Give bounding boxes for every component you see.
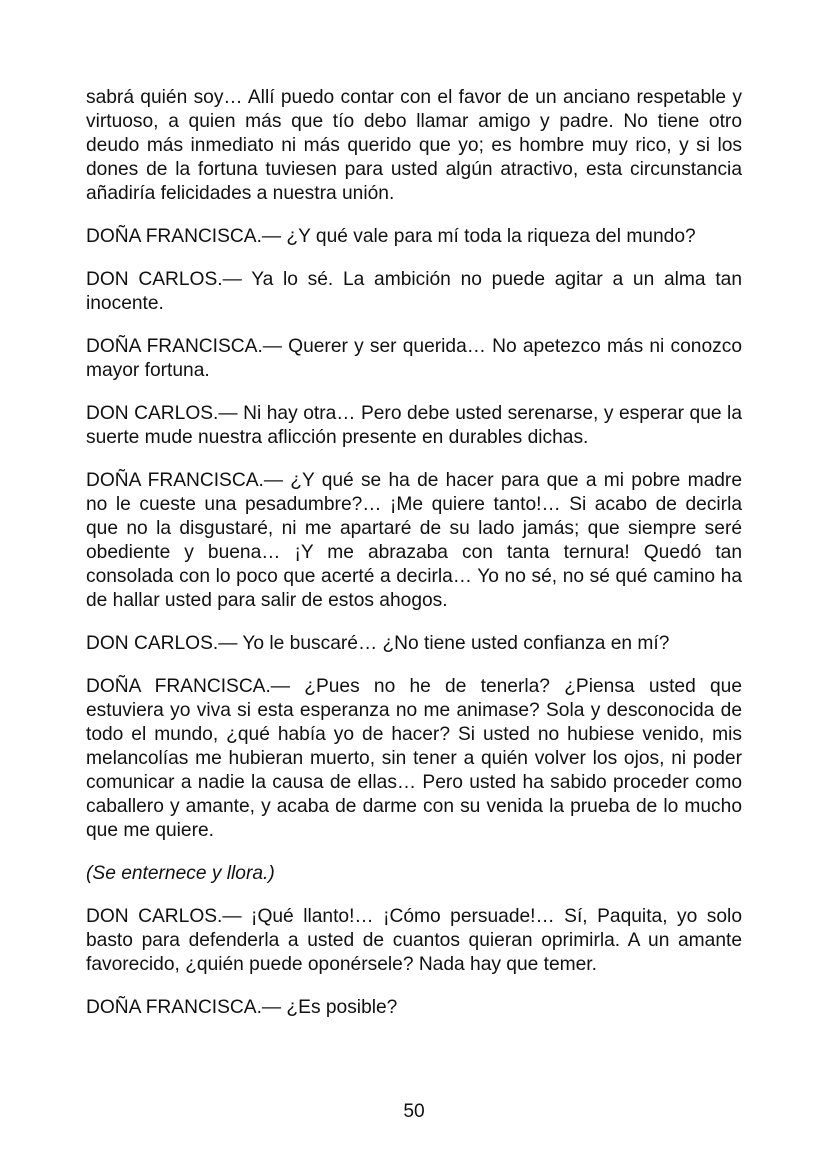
dialogue-paragraph: DOÑA FRANCISCA.— ¿Pues no he de tenerla? ¿Piensa usted que estuviera yo viva si esta esperanza no me animase? Sola y desconocida de todo el mundo, ¿qué había yo de hacer? Si usted no hubiese venido, mis melancolías me hubieran muerto, sin tener a quién volver los ojos, ni poder comunicar a nadie la causa de ellas… Pero usted ha sabido proceder como caballero y amante, y acaba de darme con su venida la prueba de lo mucho que me quiere. <box>86 676 742 841</box>
page-body <box>86 86 742 1039</box>
dialogue-paragraph: DON CARLOS.— Ni hay otra… Pero debe usted serenarse, y esperar que la suerte mude nuestra aflicción presente en durables dichas. <box>86 403 742 448</box>
page-number: 50 <box>403 1101 425 1122</box>
dialogue-paragraph: DON CARLOS.— Ya lo sé. La ambición no puede agitar a un alma tan inocente. <box>86 269 742 314</box>
dialogue-paragraph: DOÑA FRANCISCA.— ¿Y qué se ha de hacer para que a mi pobre madre no le cueste una pesadumbre?… ¡Me quiere tanto!… Si acabo de decirla que no la disgustaré, ni me apartaré de su lado jamás; que siempre seré obediente y buena… ¡Y me abrazaba con tanta ternura! Quedó tan consolada con lo poco que acerté a decirla… Yo no sé, no sé qué camino ha de hallar usted para salir de estos ahogos. <box>86 470 742 611</box>
dialogue-paragraph: DON CARLOS.— Yo le buscaré… ¿No tiene usted confianza en mí? <box>86 633 670 654</box>
dialogue-paragraph: sabrá quién soy… Allí puedo contar con el favor de un anciano respetable y virtuoso, a quien más que tío debo llamar amigo y padre. No tiene otro deudo más inmediato ni más querido que yo; es hombre muy rico, y si los dones de la fortuna tuviesen para usted algún atractivo, esta circunstancia añadiría felicidades a nuestra unión. <box>86 87 742 204</box>
dialogue-paragraph: DON CARLOS.— ¡Qué llanto!… ¡Cómo persuade!… Sí, Paquita, yo solo basto para defenderla a usted de cuantos quieran oprimirla. A un amante favorecido, ¿quién puede oponérsele? Nada hay que temer. <box>86 906 742 975</box>
dialogue-paragraph: DOÑA FRANCISCA.— ¿Y qué vale para mí toda la riqueza del mundo? <box>86 226 696 247</box>
stage-direction: (Se enternece y llora.) <box>86 863 275 884</box>
dialogue-paragraph: DOÑA FRANCISCA.— ¿Es posible? <box>86 997 398 1018</box>
dialogue-paragraph: DOÑA FRANCISCA.— Querer y ser querida… No apetezco más ni conozco mayor fortuna. <box>86 336 742 381</box>
